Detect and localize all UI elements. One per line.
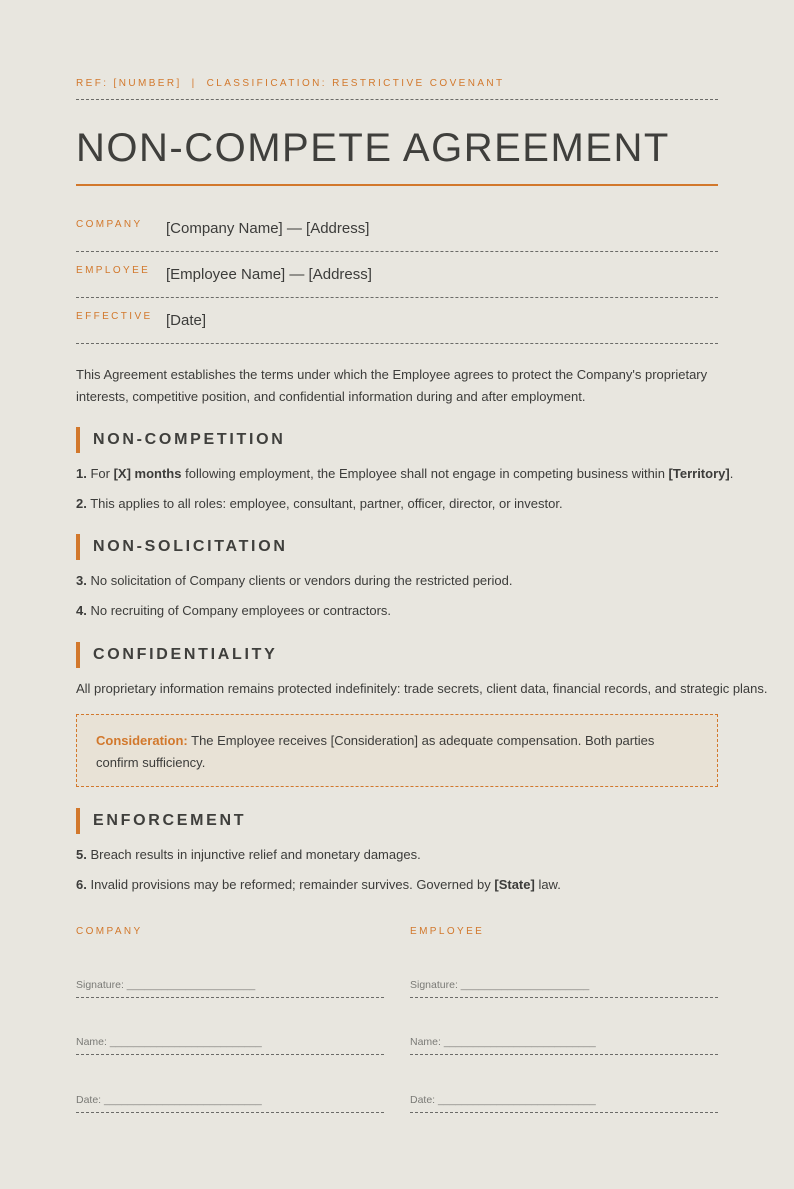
signature-heading-company: COMPANY [76, 926, 143, 937]
classification: CLASSIFICATION: RESTRICTIVE COVENANT [206, 78, 505, 89]
party-row-company [76, 205, 718, 252]
clause-text: Invalid provisions may be reformed; remainder survives. Governed by [90, 877, 495, 892]
company-signature-line[interactable]: Signature: ______________________ [76, 979, 384, 998]
clause-text: following employment, the Employee shall not engage in competing business within [181, 466, 669, 481]
clause-text: Breach results in injunctive relief and monetary damages. [90, 847, 421, 862]
signature-heading-employee: EMPLOYEE [410, 926, 485, 937]
clause-text: This applies to all roles: employee, consultant, partner, officer, director, or investor. [90, 496, 563, 511]
reference-line [76, 78, 505, 89]
callout-key: Consideration: [96, 733, 188, 748]
consideration-callout [76, 714, 718, 787]
clause-number: 1. [76, 466, 87, 481]
clause-number: 2. [76, 496, 87, 511]
company-date-line[interactable]: Date: ___________________________ [76, 1094, 384, 1113]
party-label: EFFECTIVE [76, 311, 153, 322]
clause-3 [76, 573, 512, 588]
party-label: COMPANY [76, 219, 143, 230]
party-value: [Company Name] — [Address] [166, 220, 370, 237]
employee-date-line[interactable]: Date: ___________________________ [410, 1094, 718, 1113]
callout-text [96, 730, 696, 774]
clause-number: 5. [76, 847, 87, 862]
clause-number: 4. [76, 603, 87, 618]
section-heading-enforcement: ENFORCEMENT [76, 808, 246, 834]
clause-1 [76, 466, 733, 481]
callout-body: The Employee receives [Consideration] as adequate compensation. Both parties confirm sufficiency. [96, 733, 655, 770]
party-label: EMPLOYEE [76, 265, 151, 276]
clause-text: . [729, 466, 734, 481]
title-divider [76, 184, 718, 186]
party-value: [Date] [166, 312, 207, 329]
clause-2 [76, 496, 563, 511]
clause-term: [X] months [113, 466, 182, 481]
section-heading-noncompetition: NON-COMPETITION [76, 427, 286, 453]
clause-text: law. [534, 877, 561, 892]
employee-signature-line[interactable]: Signature: ______________________ [410, 979, 718, 998]
clause-text: For [90, 466, 114, 481]
ref-separator: | [191, 78, 197, 89]
section-heading-confidentiality: CONFIDENTIALITY [76, 642, 278, 668]
confidentiality-text: All proprietary information remains protected indefinitely: trade secrets, client data, financial records, and strategic plans. [76, 681, 768, 696]
clause-4 [76, 603, 391, 618]
party-row-employee [76, 251, 718, 298]
clause-6 [76, 877, 561, 892]
party-value: [Employee Name] — [Address] [166, 266, 372, 283]
section-heading-nonsolicitation: NON-SOLICITATION [76, 534, 288, 560]
clause-number: 3. [76, 573, 87, 588]
ref-number: REF: [NUMBER] [76, 78, 182, 89]
header-divider [76, 99, 718, 100]
document-title: NON-COMPETE AGREEMENT [76, 126, 670, 170]
clause-5 [76, 847, 421, 862]
party-row-effective [76, 297, 718, 344]
clause-state: [State] [494, 877, 535, 892]
employee-name-line[interactable]: Name: __________________________ [410, 1036, 718, 1055]
clause-number: 6. [76, 877, 87, 892]
clause-territory: [Territory] [668, 466, 730, 481]
clause-text: No solicitation of Company clients or vendors during the restricted period. [90, 573, 513, 588]
clause-text: No recruiting of Company employees or contractors. [90, 603, 392, 618]
intro-paragraph: This Agreement establishes the terms under which the Employee agrees to protect the Company's proprietary interests, competitive position, and confidential information during and after employment. [76, 367, 708, 404]
company-name-line[interactable]: Name: __________________________ [76, 1036, 384, 1055]
